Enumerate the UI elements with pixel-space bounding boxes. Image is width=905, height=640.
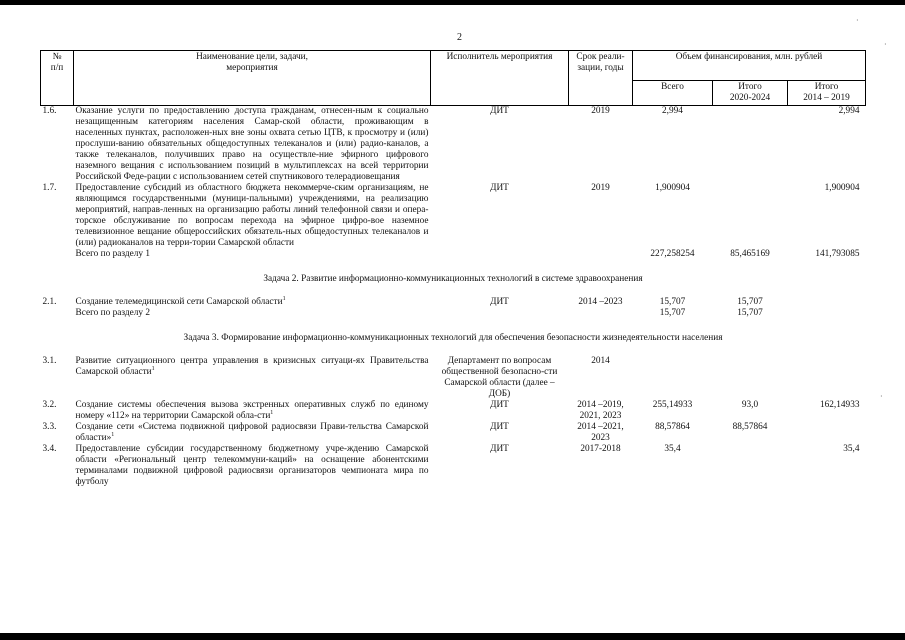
row-sum-2014 <box>788 356 866 400</box>
row-sum-2020 <box>713 356 788 400</box>
row-name: Предоставление субсидий из областного бюджета некоммерче-ским организациям, не являющимся государственными (муници-пальными) учреждениями, на реализацию мероприятий, направ-ленных на организацию работы линий телефонной связи и опера-торское обслуживание по вопросам перехода на эфирное цифро-вое наземное телевизионное вещание общероссийских обязатель-ных общедоступных телеканалов и (или) радиоканалов на терри-тории Самарской области <box>75 183 429 248</box>
row-sum-2020: 93,0 <box>741 400 759 410</box>
scan-top-edge <box>0 0 905 5</box>
row-number: 3.1. <box>42 356 57 366</box>
scan-speck: · <box>880 392 883 401</box>
section-total-row <box>41 249 866 260</box>
row-name: Развитие ситуационного центра управления в кризисных ситуаци-ях Правительства Самарской области$^1$ <box>75 356 429 377</box>
task3-title: Задача 3. Формирование информационно-коммуникационных технологий для обеспечения безопасности жизнедеятельности населения <box>183 333 723 343</box>
row-number: 3.4. <box>42 444 57 454</box>
table-row <box>41 183 866 249</box>
row-name: Создание сети «Система подвижной цифровой радиосвязи Прави-тельства Самарской области»$^1$ <box>75 422 429 443</box>
row-sum-2014 <box>788 297 866 308</box>
table-row <box>41 422 866 444</box>
row-sum-2020: 88,57864 <box>732 422 768 432</box>
task-heading-row <box>41 319 866 356</box>
row-number: 2.1. <box>42 297 57 307</box>
table-row <box>41 356 866 400</box>
row-term: 2014 <box>591 356 610 366</box>
financing-table <box>40 50 866 488</box>
row-term: 2014 –2021, 2023 <box>577 422 624 443</box>
row-name: Предоставление субсидии государственному бюджетному учре-ждению Самарской области «Региональный центр телекоммуни-каций» на оснащение абонентскими терминалами подвижной цифровой радиосвязи организаторов чемпионата мира по футболу <box>75 444 429 487</box>
footnote-mark: 1 <box>111 431 115 438</box>
section-total-value: 15,707 <box>659 308 686 318</box>
row-name: Создание системы обеспечения вызова экстренных оперативных служб по единому номеру «112» на территории Самарской обла-сти$^1$ <box>75 400 429 421</box>
row-total: 255,14933 <box>652 400 693 410</box>
scan-bottom-edge <box>0 633 905 640</box>
section-total-value: 227,258254 <box>650 249 695 259</box>
row-sum-2014: 162,14933 <box>819 400 860 410</box>
page-number: 2 <box>457 32 462 43</box>
row-name: Создание телемедицинской сети Самарской области$^1$ <box>75 295 286 307</box>
table-row <box>41 400 866 422</box>
table-row <box>41 297 866 308</box>
row-term: 2019 <box>591 183 610 193</box>
row-term: 2019 <box>591 106 610 116</box>
row-executor: Департамент по вопросам общественной безопасно-сти Самарской области (далее – ДОБ) <box>441 356 558 399</box>
footnote-mark: 1 <box>282 295 286 302</box>
section-total-2014: 141,793085 <box>815 249 860 259</box>
header-2020-2024: Итого 2020-2024 <box>713 81 788 106</box>
row-term: 2017-2018 <box>580 444 621 454</box>
scan-speck: · <box>884 40 887 49</box>
row-number: 3.2. <box>42 400 57 410</box>
header-executor: Исполнитель мероприятия <box>431 51 569 106</box>
section-total-label: Всего по разделу 1 <box>75 249 150 259</box>
row-total: 2,994 <box>662 106 683 116</box>
row-total: 1,900904 <box>655 183 690 193</box>
row-total <box>633 356 713 400</box>
row-sum-2020 <box>713 183 788 249</box>
footnote-mark: 1 <box>270 409 274 416</box>
row-sum-2014 <box>788 422 866 444</box>
task2-title: Задача 2. Развитие информационно-коммуникационных технологий в системе здравоохранения <box>263 274 643 284</box>
section-total-2020: 15,707 <box>737 308 763 318</box>
header-total: Всего <box>633 81 713 106</box>
footnote-mark: 1 <box>151 365 155 372</box>
row-executor: ДИТ <box>490 297 509 307</box>
row-name: Оказание услуги по предоставлению доступа гражданам, отнесен-ным к социально незащищенным категориям населения Самар-ской области, проживающим в населенных пунктах, расположен-ных вне зоны охвата сетью ЦТВ, к просмотру и (или) прослуши-ванию обязательных общедоступных телеканалов и (или) радио-каналов, а также телеканалов, получивших право на осуществле-ние эфирного цифрового наземного вещания с использованием позиций в мультиплексах на всей территории Российской Феде-рации с использованием сетей спутникового телерадиовещания <box>75 106 429 182</box>
row-executor: ДИТ <box>490 106 509 116</box>
row-term: 2014 –2019, 2021, 2023 <box>577 400 624 421</box>
row-executor: ДИТ <box>490 422 509 432</box>
row-sum-2020: 15,707 <box>737 297 763 307</box>
row-total: 88,57864 <box>655 422 690 432</box>
row-executor: ДИТ <box>490 183 509 193</box>
header-term: Срок реали- зации, годы <box>569 51 633 106</box>
header-2014-2019: Итого 2014 – 2019 <box>788 81 866 106</box>
row-total: 15,707 <box>659 297 686 307</box>
header-name: Наименование цели, задачи, мероприятия <box>74 51 431 106</box>
row-sum-2014: 35,4 <box>843 444 860 454</box>
header-financing: Объем финансирования, млн. рублей <box>633 51 866 81</box>
row-sum-2014: 2,994 <box>838 106 860 116</box>
row-executor: ДИТ <box>490 444 509 454</box>
section-total-row <box>41 308 866 319</box>
row-term: 2014 –2023 <box>578 297 623 307</box>
row-sum-2020 <box>713 444 788 488</box>
header-num: № п/п <box>41 51 74 106</box>
table-row <box>41 106 866 184</box>
row-sum-2020 <box>713 106 788 184</box>
task-heading-row <box>41 260 866 297</box>
scan-speck: · <box>856 16 859 25</box>
table-row <box>41 444 866 488</box>
section-total-label: Всего по разделу 2 <box>75 308 150 318</box>
row-number: 1.7. <box>42 183 57 193</box>
row-total: 35,4 <box>664 444 681 454</box>
row-sum-2014: 1,900904 <box>824 183 860 193</box>
row-number: 3.3. <box>42 422 57 432</box>
row-executor: ДИТ <box>490 400 509 410</box>
section-total-2020: 85,465169 <box>730 249 770 259</box>
row-number: 1.6. <box>42 106 57 116</box>
